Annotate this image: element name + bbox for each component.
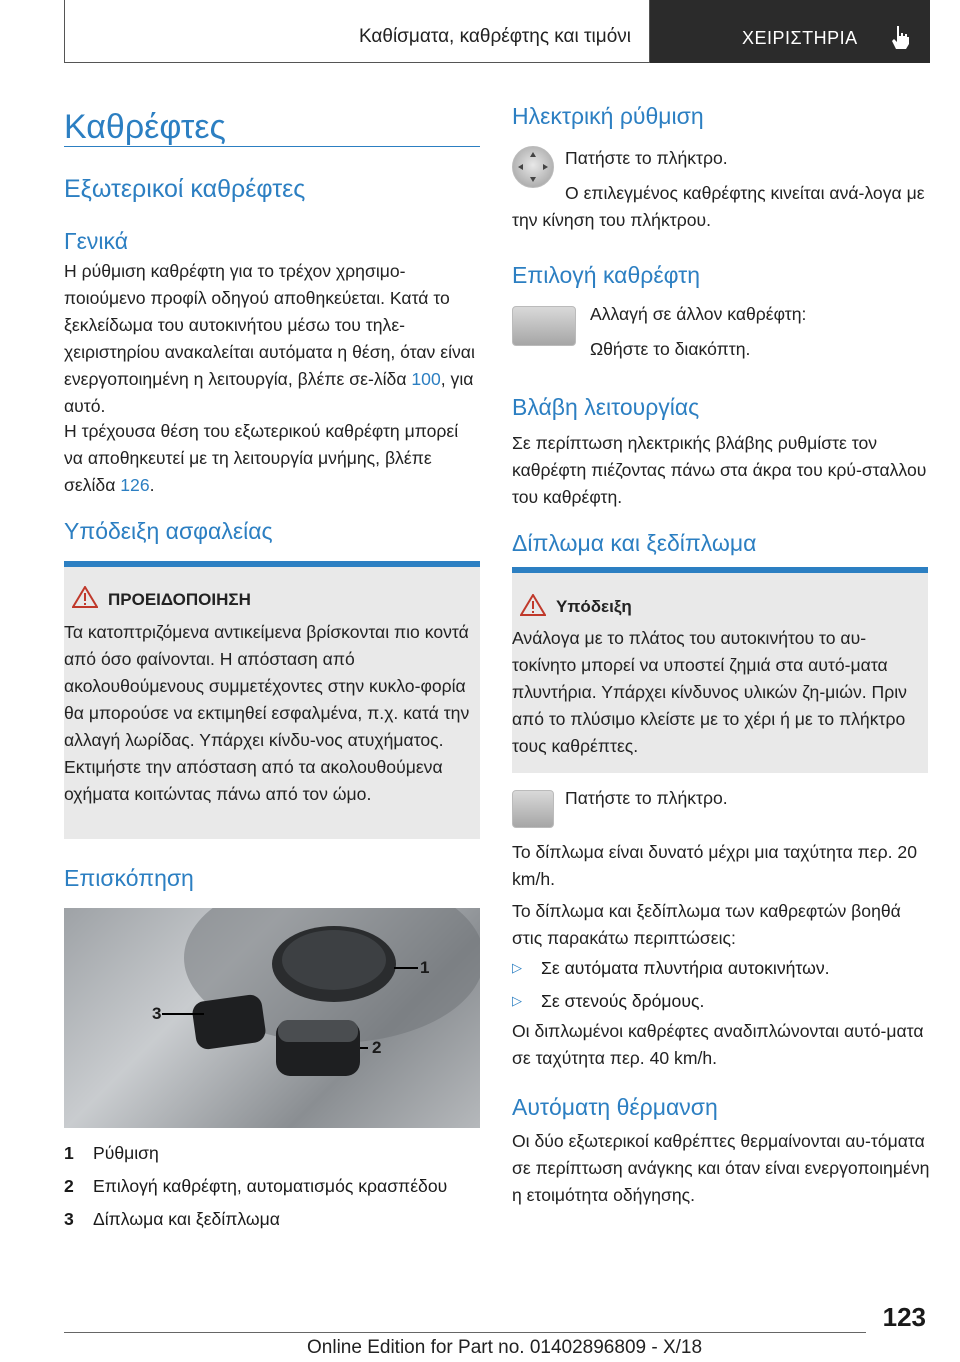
callout-3: 3: [152, 1004, 162, 1023]
mirror-controls-illustration: [64, 908, 480, 1128]
malfunction-text: Σε περίπτωση ηλεκτρικής βλάβης ρυθμίστε τον καθρέφτη πιέζοντας πάνω στα άκρα του κρύ-σταλλου του καθρέφτη.: [512, 433, 927, 507]
mirror-controls-photo: [64, 908, 480, 1128]
heading-general: Γενικά: [64, 228, 129, 254]
warning-box: [64, 561, 480, 839]
heating-text: Οι δύο εξωτερικοί καθρέπτες θερμαίνονται αυ-τόματα σε περίπτωση ανάγκης και όταν είναι ενεργοποιημένη η ετοιμότητα οδήγησης.: [512, 1131, 930, 1205]
bullet-triangle-icon: ▷: [512, 993, 522, 1008]
notice-bar: [512, 567, 928, 573]
paragraph-general-1: [64, 258, 482, 420]
footer-edition: Online Edition for Part no. 01402896809 - X/18: [307, 1337, 703, 1358]
bullet-triangle-icon: ▷: [512, 960, 522, 975]
fold-helps-text: Το δίπλωμα και ξεδίπλωμα των καθρεφτών βοηθά στις παρακάτω περιπτώσεις:: [512, 901, 901, 948]
notice-text: Ανάλογα με το πλάτος του αυτοκινήτου το αυ-τοκίνητο μπορεί να υποστεί ζημιά στα αυτό-ματα πλυντήρια. Υπάρχει κίνδυνος υλικών ζη-μιών. Πριν από το πλύσιμο κλείστε με το χέρι ή με το πλήκτρο τους καθρέπτες.: [512, 628, 907, 756]
legend-text: Επιλογή καθρέφτη, αυτοματισμός κρασπέδου: [93, 1176, 448, 1196]
header-section-title: Καθίσματα, καθρέφτης και τιμόνι: [358, 26, 631, 47]
fold-button-icon: [512, 790, 554, 828]
heading-safety: Υπόδειξη ασφαλείας: [64, 518, 273, 544]
legend-number: 1: [64, 1143, 74, 1163]
elec-instruction: Πατήστε το πλήκτρο.: [565, 148, 728, 168]
heading-electric-adjustment: Ηλεκτρική ρύθμιση: [512, 103, 704, 129]
header-tab-label: ΧΕΙΡΙΣΤΗΡΙΑ: [742, 28, 858, 48]
section-heading-exterior-mirrors: Εξωτερικοί καθρέφτες: [64, 175, 306, 203]
title-rule: [64, 146, 480, 147]
paragraph-text: , για αυτό.: [64, 369, 474, 416]
callout-1: 1: [420, 958, 430, 977]
selection-text-1: Αλλαγή σε άλλον καθρέφτη:: [590, 304, 807, 324]
warning-bar: [64, 561, 480, 567]
warning-title: ΠΡΟΕΙΔΟΠΟΙΗΣΗ: [108, 590, 251, 609]
page-link[interactable]: 126: [120, 475, 150, 495]
selection-text-2: Ωθήστε το διακόπτη.: [590, 339, 751, 359]
paragraph-text: .: [149, 475, 155, 495]
page-title: Καθρέφτες: [64, 108, 226, 146]
callout-2: 2: [372, 1038, 382, 1057]
heading-overview: Επισκόπηση: [64, 865, 194, 891]
folded-mirrors-text: Οι διπλωμένοι καθρέφτες αναδιπλώνονται αυτό-ματα σε ταχύτητα περ. 40 km/h.: [512, 1021, 924, 1068]
heading-mirror-selection: Επιλογή καθρέφτη: [512, 262, 701, 288]
header-section-box: [64, 0, 650, 63]
legend-number: 3: [64, 1209, 74, 1229]
heading-automatic-heating: Αυτόματη θέρμανση: [512, 1094, 718, 1120]
notice-box: [512, 567, 928, 773]
page-number: 123: [882, 1302, 926, 1332]
page-link[interactable]: 100: [411, 369, 441, 389]
mirror-selector-switch-icon: [512, 306, 576, 346]
list-item-text: Σε αυτόματα πλυντήρια αυτοκινήτων.: [541, 958, 830, 978]
notice-triangle-icon: [520, 594, 546, 616]
notice-title: Υπόδειξη: [556, 597, 632, 616]
heading-malfunction: Βλάβη λειτουργίας: [512, 394, 700, 420]
warning-triangle-icon: [72, 586, 98, 608]
fold-instruction: Πατήστε το πλήκτρο.: [565, 788, 728, 808]
header-tab: [650, 0, 930, 63]
fold-speed-text: Το δίπλωμα είναι δυνατό μέχρι μια ταχύτητα περ. 20 km/h.: [512, 842, 917, 889]
paragraph-general-2: [64, 418, 482, 499]
elec-description: Ο επιλεγμένος καθρέφτης κινείται ανά-λογα με την κίνηση του πλήκτρου.: [512, 183, 925, 230]
paragraph-text: Η ρύθμιση καθρέφτη για το τρέχον χρησιμο-ποιούμενο προφίλ οδηγού αποθηκεύεται. Κατά το ξεκλείδωμα του αυτοκινήτου μέσω του τηλε-χειριστηρίου ανακαλείται αυτόματα η θέση, όταν είναι ενεργοποιημένη η λειτουργία, βλέπε σε-λίδα: [64, 261, 475, 389]
legend-text: Ρύθμιση: [93, 1143, 159, 1163]
hand-pointer-icon: [888, 24, 914, 50]
paragraph-text: Η τρέχουσα θέση του εξωτερικού καθρέφτη μπορεί να αποθηκευτεί με τη λειτουργία μνήμης, βλέπε σελίδα: [64, 421, 459, 495]
footer-rule: [64, 1332, 866, 1333]
warning-text: Τα κατοπτριζόμενα αντικείμενα βρίσκονται πιο κοντά από όσο φαίνονται. Η απόσταση από ακολουθούμενους συμμετέχοντες στην κυκλο-φορία θα μπορούσε να εκτιμηθεί εσφαλμένα, π.χ. κατά την αλλαγή λωρίδας. Υπάρχει κίνδυ-νος ατυχήματος. Εκτιμήστε την απόσταση από τα ακολουθούμενα οχήματα κοιτώντας πάνω από τον ώμο.: [64, 622, 470, 804]
heading-folding: Δίπλωμα και ξεδίπλωμα: [512, 530, 757, 556]
legend-number: 2: [64, 1176, 74, 1196]
list-item-text: Σε στενούς δρόμους.: [541, 991, 705, 1011]
legend-text: Δίπλωμα και ξεδίπλωμα: [93, 1209, 280, 1229]
